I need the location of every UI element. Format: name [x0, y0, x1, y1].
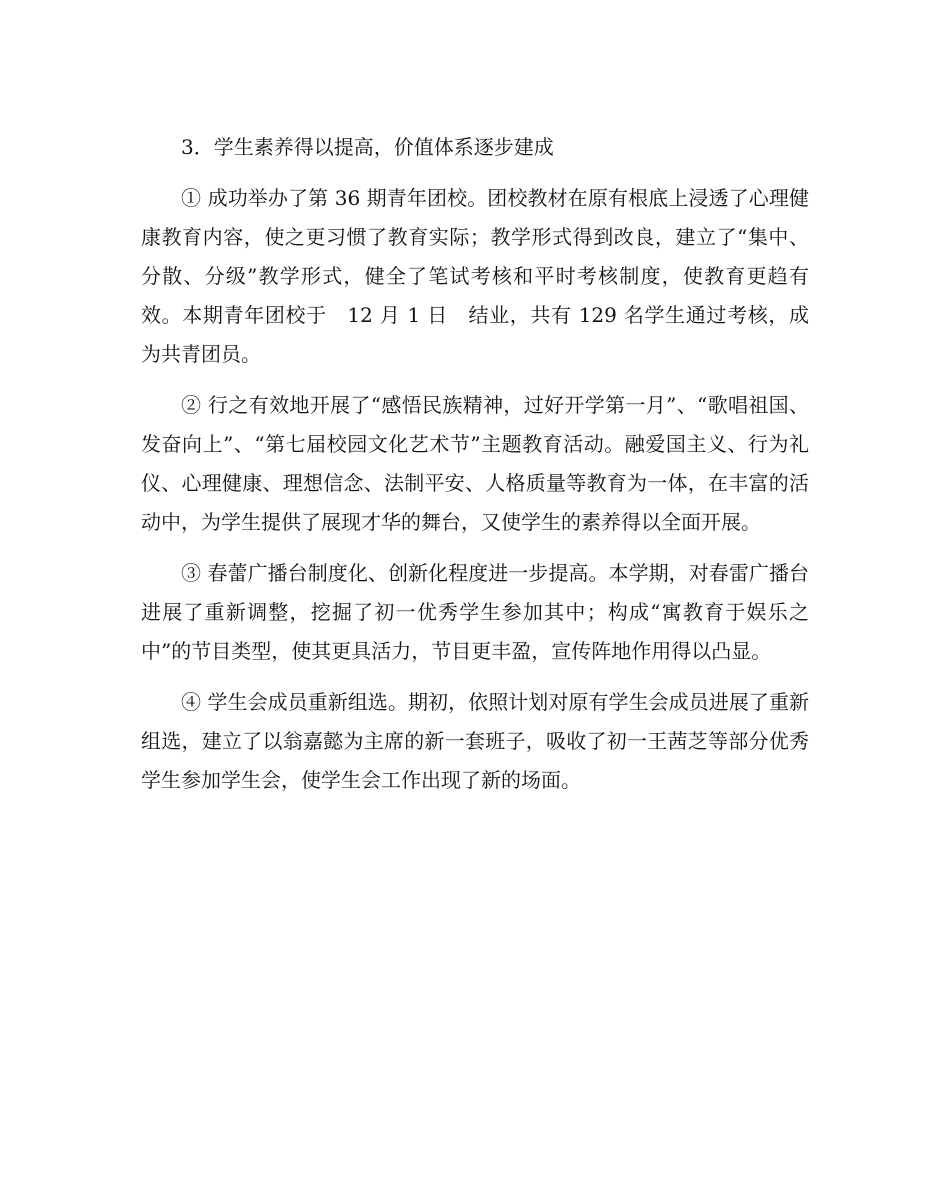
paragraph-youth-league-school: ① 成功举办了第 36 期青年团校。团校教材在原有根底上浸透了心理健康教育内容，使之更习惯了教育实际；教学形式得到改良，建立了“集中、分散、分级”教学形式，健全了笔试考核和平时考核制度，使教育更趋有效。本期青年团校于 12 月 1 日 结业，共有 129 名学生通过考核，成为共青团员。 — [141, 186, 809, 366]
document-body — [141, 128, 809, 812]
paragraph-theme-activities: ② 行之有效地开展了“感悟民族精神，过好开学第一月”、“歌唱祖国、发奋向上”、“第七届校园文化艺术节”主题教育活动。融爱国主义、行为礼仪、心理健康、理想信念、法制平安、人格质量等教育为一体，在丰富的活动中，为学生提供了展现才华的舞台，又使学生的素养得以全面开展。 — [141, 393, 809, 534]
paragraph-student-union: ④ 学生会成员重新组选。期初，依照计划对原有学生会成员进展了重新组选，建立了以翁嘉懿为主席的新一套班子，吸收了初一王茜芝等部分优秀学生参加学生会，使学生会工作出现了新的场面。 — [141, 690, 809, 792]
paragraph-broadcast-station: ③ 春蕾广播台制度化、创新化程度进一步提高。本学期，对春雷广播台进展了重新调整，挖掘了初一优秀学生参加其中；构成“寓教育于娱乐之中”的节目类型，使其更具活力，节目更丰盈，宣传阵地作用得以凸显。 — [141, 561, 809, 663]
section-heading: 3．学生素养得以提高，价值体系逐步建成 — [181, 135, 554, 159]
